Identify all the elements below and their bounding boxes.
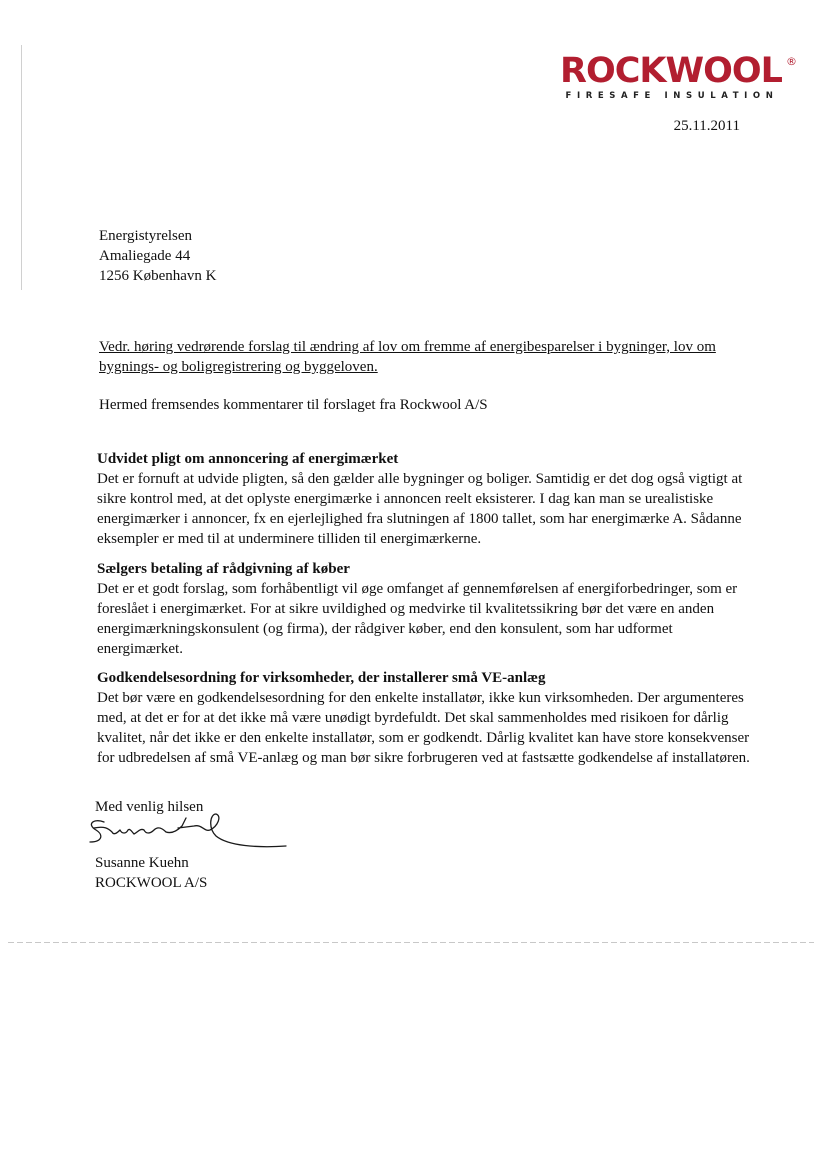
recipient-name: Energistyrelsen [99, 228, 193, 244]
section-heading: Udvidet pligt om annoncering af energimærket [97, 451, 399, 467]
letter-date: 25.11.2011 [673, 118, 740, 134]
recipient-city: 1256 København K [99, 268, 217, 284]
signer-company: ROCKWOOL A/S [95, 875, 208, 891]
letter-subject: Vedr. høring vedrørende forslag til ændring af lov om fremme af energibesparelser i bygninger, lov om bygnings- og boligregistrering og byggeloven. [99, 339, 716, 375]
recipient-street: Amaliegade 44 [99, 248, 191, 264]
signer-name: Susanne Kuehn [95, 855, 189, 871]
section-seller-payment [97, 559, 757, 659]
signer-block [95, 853, 207, 893]
rockwool-logo [540, 52, 800, 102]
closing-greeting: Med venlig hilsen [95, 799, 204, 815]
section-body: Det er fornuft at udvide pligten, så den gælder alle bygninger og boliger. Samtidig er det dog også vigtigt at sikre kontrol med, at det oplyste energimærke i annoncen reelt eksisterer. I dag kan man se urealistiske energimærker i annoncer, fx en ejerlejlighed fra slutningen af 1800 tallet, som har energimærke A. Sådanne eksempler er med til at underminere tilliden til energimærkerne. [97, 471, 743, 547]
section-heading: Godkendelsesordning for virksomheder, der installerer små VE-anlæg [97, 670, 546, 686]
section-body: Det bør være en godkendelsesordning for den enkelte installatør, ikke kun virksomheden. Der argumenteres med, at det er for at det ikke må være unødigt byrdefuldt. Det skal sammenholdes med risikoen for dårlig kvalitet, når det ikke er den enkelte installatør, som er godkendt. Dårlig kvalitet kan have store konsekvenser for udbredelsen af små VE-anlæg og man bør sikre forbrugeren ved at fastsætte godkendelse af installatøren. [97, 690, 750, 766]
scan-fold-line [8, 942, 814, 943]
section-body: Det er et godt forslag, som forhåbentligt vil øge omfanget af gennemførelsen af energiforbedringer, som er foreslået i energimærket. For at sikre uvildighed og medvirke til kvalitetssikring bør det være en anden energimærkningskonsulent (og firma), der rådgiver køber, end den konsulent, som har udformet energimærket. [97, 581, 738, 657]
section-approval-scheme [97, 668, 757, 768]
recipient-address [99, 226, 216, 286]
logo-wordmark: ROCKWOOL [560, 51, 782, 91]
scan-edge-line [21, 45, 22, 290]
section-heading: Sælgers betaling af rådgivning af køber [97, 561, 350, 577]
logo-registered-mark: ® [786, 55, 797, 68]
letter-intro: Hermed fremsendes kommentarer til forslaget fra Rockwool A/S [99, 397, 488, 413]
section-energy-label-advertising [97, 449, 757, 549]
logo-tagline: FIRESAFE INSULATION [565, 91, 779, 101]
